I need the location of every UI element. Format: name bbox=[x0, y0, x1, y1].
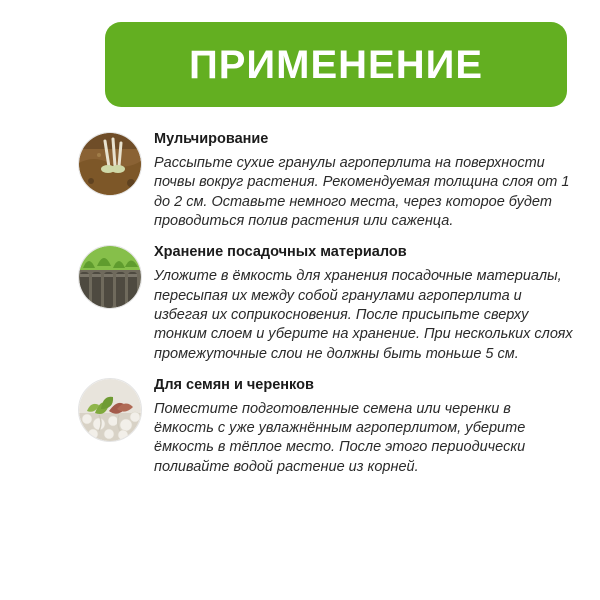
section-text: Рассыпьте сухие гранулы агроперлита на поверхности почвы вокруг растения. Рекомендуемая толщина слоя от 1 до 2 см. Оставьте немного места, через которое будет проводиться полив растения или саженца. bbox=[154, 155, 570, 229]
mulching-photo-icon bbox=[78, 132, 142, 196]
section-title: Хранение посадочных материалов bbox=[154, 244, 407, 261]
section-title: Для семян и черенков bbox=[154, 376, 314, 393]
section-body bbox=[154, 128, 574, 231]
section-item bbox=[0, 241, 600, 364]
storage-photo-icon bbox=[78, 245, 142, 309]
section-item bbox=[0, 128, 600, 231]
section-body bbox=[154, 374, 574, 477]
page-title: ПРИМЕНЕНИЕ bbox=[188, 42, 484, 87]
section-text: Уложите в ёмкость для хранения посадочные материалы, пересыпая их между собой гранулами агроперлита и избегая их соприкосновения. После присыпьте сверху тонким слоем и уберите на хранение. При нескольких слоях промежуточные слои не должны быть тоньше 5 см. bbox=[154, 268, 573, 362]
header-banner bbox=[105, 22, 567, 107]
section-text: Поместите подготовленные семена или черенки в ёмкость с уже увлажнённым агроперлитом, уберите ёмкость в тёплое место. После этого периодически поливайте водой растение из корней. bbox=[154, 400, 526, 475]
section-body bbox=[154, 241, 574, 364]
section-item bbox=[0, 374, 600, 477]
sections-list bbox=[0, 128, 600, 487]
section-title: Мульчирование bbox=[154, 131, 269, 147]
seeds-photo-icon bbox=[78, 378, 142, 442]
